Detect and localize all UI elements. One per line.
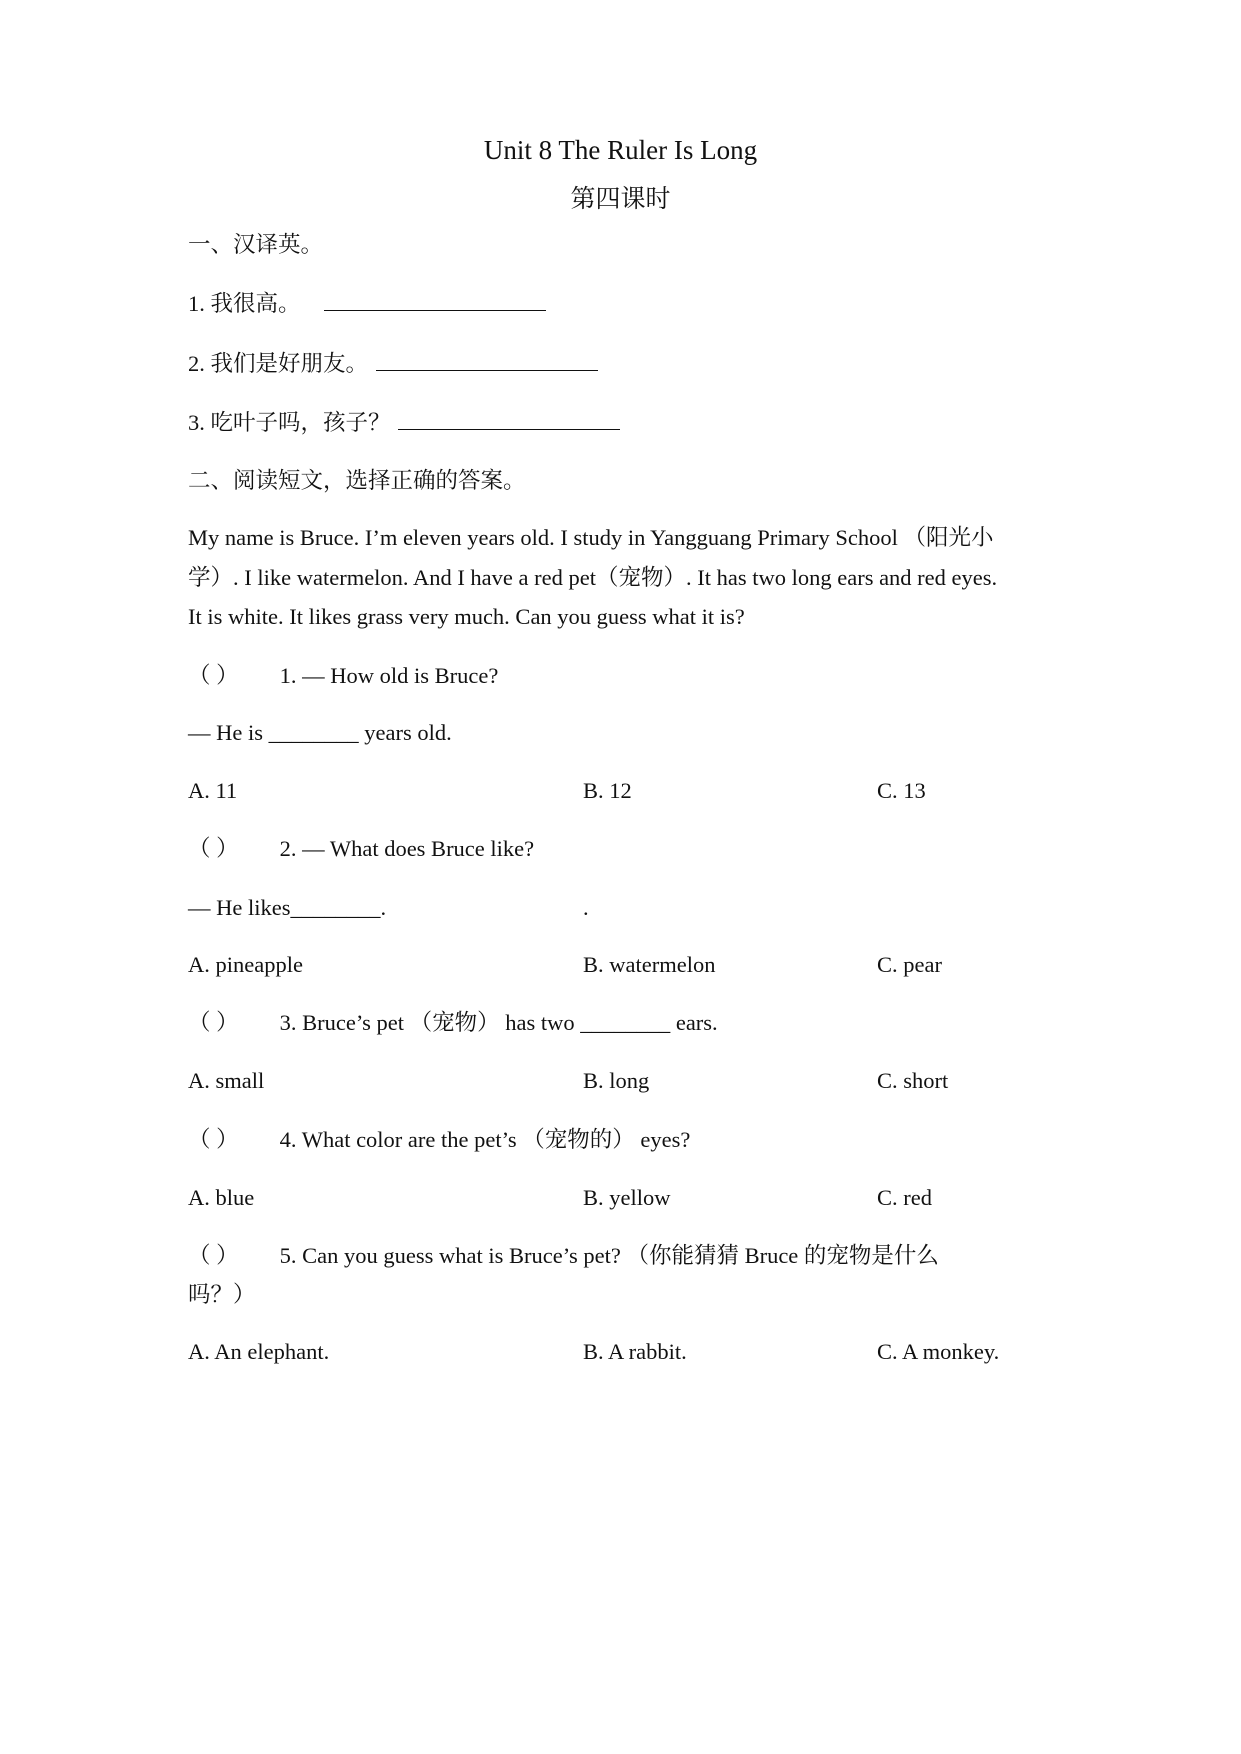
q4-option-b: B. yellow — [583, 1185, 671, 1210]
question-5 — [188, 1241, 939, 1271]
answer-parenthesis[interactable]: （ ） — [188, 1010, 239, 1035]
q4-option-c: C. red — [877, 1185, 932, 1210]
answer-parenthesis[interactable]: （ ） — [188, 836, 239, 861]
translation-item-text: 3. 吃叶子吗，孩子？ — [188, 410, 391, 435]
worksheet-subtitle: 第四课时 — [570, 186, 671, 213]
question-3 — [188, 1008, 718, 1038]
question-2 — [188, 834, 534, 864]
answer-blank[interactable] — [376, 348, 598, 371]
answer-parenthesis[interactable]: （ ） — [188, 1243, 239, 1268]
question-1-answer-line: — He is ________ years old. — [188, 720, 452, 745]
question-1 — [188, 661, 498, 691]
passage-line-1: My name is Bruce. I’m eleven years old. I study in Yangguang Primary School （阳光小 — [188, 525, 994, 550]
question-stem: 1. — How old is Bruce? — [279, 663, 499, 688]
question-2-answer-line: — He likes________. — [188, 895, 387, 920]
q1-option-b: B. 12 — [583, 778, 632, 803]
q2-option-b: B. watermelon — [583, 952, 716, 977]
question-stem: 2. — What does Bruce like? — [279, 836, 535, 861]
q5-option-a: A. An elephant. — [188, 1339, 330, 1364]
q4-option-a: A. blue — [188, 1185, 255, 1210]
question-stem: 5. Can you guess what is Bruce’s pet? （你能猜猜 Bruce 的宠物是什么 — [279, 1243, 939, 1268]
translation-item-text: 1. 我很高。 — [188, 291, 301, 316]
q3-option-c: C. short — [877, 1068, 949, 1093]
answer-blank[interactable] — [398, 407, 620, 430]
section1-heading: 一、汉译英。 — [188, 232, 324, 257]
q3-option-b: B. long — [583, 1068, 650, 1093]
question-5-stem-continued: 吗？） — [188, 1282, 256, 1307]
translation-item-2 — [188, 348, 598, 379]
q5-option-b: B. A rabbit. — [583, 1339, 687, 1364]
q2-option-a: A. pineapple — [188, 952, 303, 977]
question-stem: 4. What color are the pet’s （宠物的） eyes? — [279, 1127, 691, 1152]
translation-item-3 — [188, 407, 620, 438]
stray-dot: . — [583, 895, 589, 920]
translation-item-1 — [188, 288, 546, 319]
q1-option-c: C. 13 — [877, 778, 926, 803]
section2-heading: 二、阅读短文，选择正确的答案。 — [188, 468, 526, 493]
translation-item-text: 2. 我们是好朋友。 — [188, 351, 369, 376]
question-stem: 3. Bruce’s pet （宠物） has two ________ ears. — [279, 1010, 718, 1035]
q5-option-c: C. A monkey. — [877, 1339, 1000, 1364]
q3-option-a: A. small — [188, 1068, 265, 1093]
question-4 — [188, 1125, 690, 1155]
q1-option-a: A. 11 — [188, 778, 238, 803]
answer-blank[interactable] — [324, 288, 546, 311]
passage-line-3: It is white. It likes grass very much. Can you guess what it is? — [188, 604, 745, 629]
answer-parenthesis[interactable]: （ ） — [188, 663, 239, 688]
answer-parenthesis[interactable]: （ ） — [188, 1127, 239, 1152]
q2-option-c: C. pear — [877, 952, 942, 977]
passage-line-2: 学）. I like watermelon. And I have a red pet（宠物）. It has two long ears and red eyes. — [188, 565, 998, 590]
worksheet-title: Unit 8 The Ruler Is Long — [483, 135, 758, 165]
